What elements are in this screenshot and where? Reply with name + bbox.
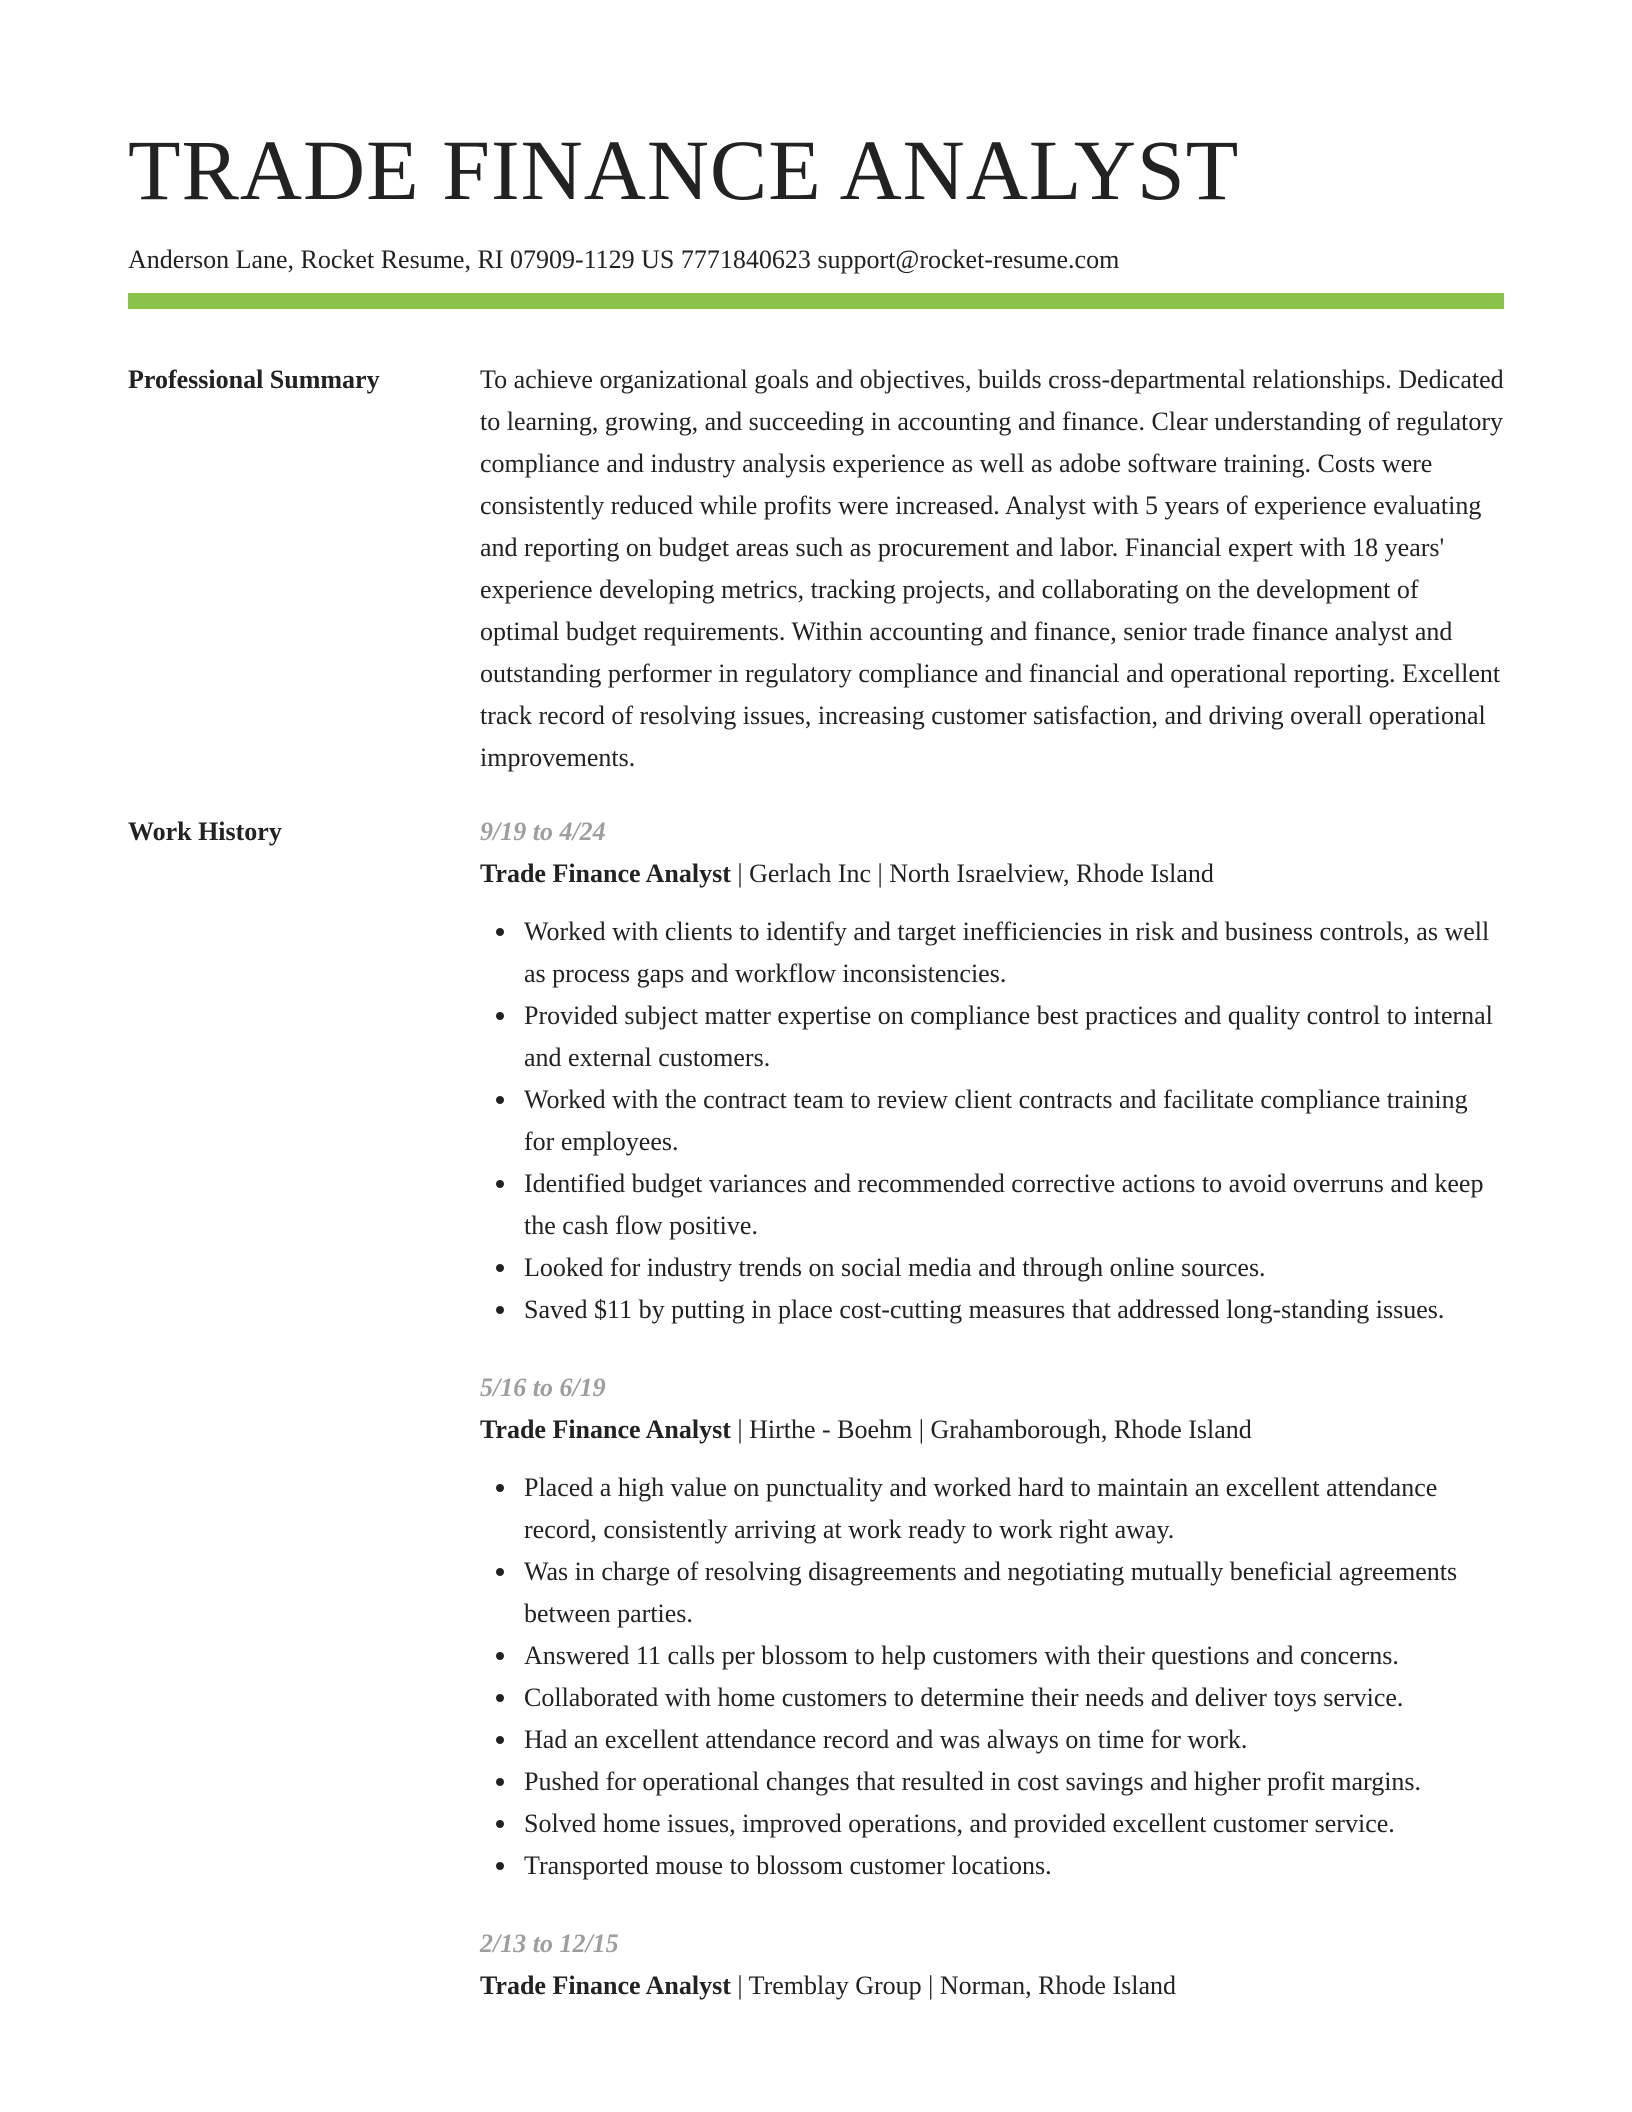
bullet-dot-icon bbox=[496, 1568, 504, 1576]
job-bullet-text: Worked with clients to identify and target inefficiencies in risk and business controls, as well as process gaps and workflow inconsistencies. bbox=[524, 917, 1490, 988]
job-entry bbox=[480, 1367, 1504, 1887]
professional-summary-section bbox=[128, 359, 1504, 779]
bullet-dot-icon bbox=[496, 1484, 504, 1492]
job-bullet-list bbox=[480, 1467, 1504, 1887]
job-bullet-text: Placed a high value on punctuality and worked hard to maintain an excellent attendance record, consistently arriving at work ready to work right away. bbox=[524, 1473, 1438, 1544]
job-role: Trade Finance Analyst bbox=[480, 1415, 731, 1444]
job-dates: 9/19 to 4/24 bbox=[480, 817, 606, 846]
job-company-location: | Hirthe - Boehm | Grahamborough, Rhode Island bbox=[730, 1415, 1252, 1444]
job-bullet-item bbox=[524, 1551, 1504, 1635]
job-role: Trade Finance Analyst bbox=[480, 859, 731, 888]
job-bullet-text: Worked with the contract team to review client contracts and facilitate compliance training for employees. bbox=[524, 1085, 1468, 1156]
section-heading-work: Work History bbox=[128, 817, 282, 846]
bullet-dot-icon bbox=[496, 1264, 504, 1272]
job-role: Trade Finance Analyst bbox=[480, 1971, 731, 2000]
job-bullet-text: Provided subject matter expertise on compliance best practices and quality control to internal and external customers. bbox=[524, 1001, 1493, 1072]
header-divider bbox=[128, 293, 1504, 309]
job-dates: 5/16 to 6/19 bbox=[480, 1373, 606, 1402]
job-bullet-item bbox=[524, 1677, 1504, 1719]
job-bullet-item bbox=[524, 995, 1504, 1079]
job-company-location: | Gerlach Inc | North Israelview, Rhode Island bbox=[730, 859, 1214, 888]
section-heading-summary: Professional Summary bbox=[128, 365, 380, 394]
bullet-dot-icon bbox=[496, 1736, 504, 1744]
job-bullet-text: Solved home issues, improved operations, and provided excellent customer service. bbox=[524, 1809, 1395, 1838]
job-bullet-text: Identified budget variances and recommended corrective actions to avoid overruns and keep the cash flow positive. bbox=[524, 1169, 1484, 1240]
bullet-dot-icon bbox=[496, 1096, 504, 1104]
bullet-dot-icon bbox=[496, 928, 504, 936]
summary-text: To achieve organizational goals and objectives, builds cross-departmental relationships. Dedicated to learning, growing, and succeeding in accounting and finance. Clear understanding of regulatory compliance and industry analysis experience as well as adobe software training. Costs were consistently reduced while profits were increased. Analyst with 5 years of experience evaluating and reporting on budget areas such as procurement and labor. Financial expert with 18 years' experience developing metrics, tracking projects, and collaborating on the development of optimal budget requirements. Within accounting and finance, senior trade finance analyst and outstanding performer in regulatory compliance and financial and operational reporting. Excellent track record of resolving issues, increasing customer satisfaction, and driving overall operational improvements. bbox=[480, 365, 1504, 772]
bullet-dot-icon bbox=[496, 1652, 504, 1660]
job-bullet-text: Looked for industry trends on social media and through online sources. bbox=[524, 1253, 1266, 1282]
job-entry bbox=[480, 811, 1504, 1331]
job-bullet-item bbox=[524, 1467, 1504, 1551]
work-history-section bbox=[128, 811, 1504, 2043]
job-bullet-item bbox=[524, 1845, 1504, 1887]
bullet-dot-icon bbox=[496, 1180, 504, 1188]
bullet-dot-icon bbox=[496, 1694, 504, 1702]
job-company-location: | Tremblay Group | Norman, Rhode Island bbox=[730, 1971, 1177, 2000]
job-bullet-text: Answered 11 calls per blossom to help customers with their questions and concerns. bbox=[524, 1641, 1399, 1670]
job-title-line bbox=[480, 1965, 1504, 2007]
job-bullet-text: Pushed for operational changes that resulted in cost savings and higher profit margins. bbox=[524, 1767, 1422, 1796]
job-bullet-item bbox=[524, 1761, 1504, 1803]
bullet-dot-icon bbox=[496, 1862, 504, 1870]
job-bullet-text: Was in charge of resolving disagreements and negotiating mutually beneficial agreements between parties. bbox=[524, 1557, 1458, 1628]
resume-title: TRADE FINANCE ANALYST bbox=[128, 122, 1240, 218]
job-bullet-item bbox=[524, 1289, 1504, 1331]
job-bullet-text: Saved $11 by putting in place cost-cutting measures that addressed long-standing issues. bbox=[524, 1295, 1445, 1324]
job-bullet-item bbox=[524, 911, 1504, 995]
summary-body bbox=[480, 359, 1504, 779]
job-bullet-item bbox=[524, 1803, 1504, 1845]
bullet-dot-icon bbox=[496, 1306, 504, 1314]
job-bullet-list bbox=[480, 911, 1504, 1331]
job-dates: 2/13 to 12/15 bbox=[480, 1929, 619, 1958]
bullet-dot-icon bbox=[496, 1778, 504, 1786]
job-bullet-item bbox=[524, 1247, 1504, 1289]
contact-line: Anderson Lane, Rocket Resume, RI 07909-1129 US 7771840623 support@rocket-resume.com bbox=[128, 245, 1120, 274]
job-title-line bbox=[480, 1409, 1504, 1451]
resume-page bbox=[128, 0, 1504, 2043]
job-bullet-item bbox=[524, 1163, 1504, 1247]
bullet-dot-icon bbox=[496, 1820, 504, 1828]
job-bullet-text: Transported mouse to blossom customer locations. bbox=[524, 1851, 1052, 1880]
job-title-line bbox=[480, 853, 1504, 895]
job-entry bbox=[480, 1923, 1504, 2007]
bullet-dot-icon bbox=[496, 1012, 504, 1020]
job-bullet-text: Had an excellent attendance record and was always on time for work. bbox=[524, 1725, 1248, 1754]
job-bullet-item bbox=[524, 1635, 1504, 1677]
work-history-body bbox=[480, 811, 1504, 2043]
job-bullet-text: Collaborated with home customers to determine their needs and deliver toys service. bbox=[524, 1683, 1404, 1712]
job-bullet-item bbox=[524, 1719, 1504, 1761]
job-bullet-item bbox=[524, 1079, 1504, 1163]
